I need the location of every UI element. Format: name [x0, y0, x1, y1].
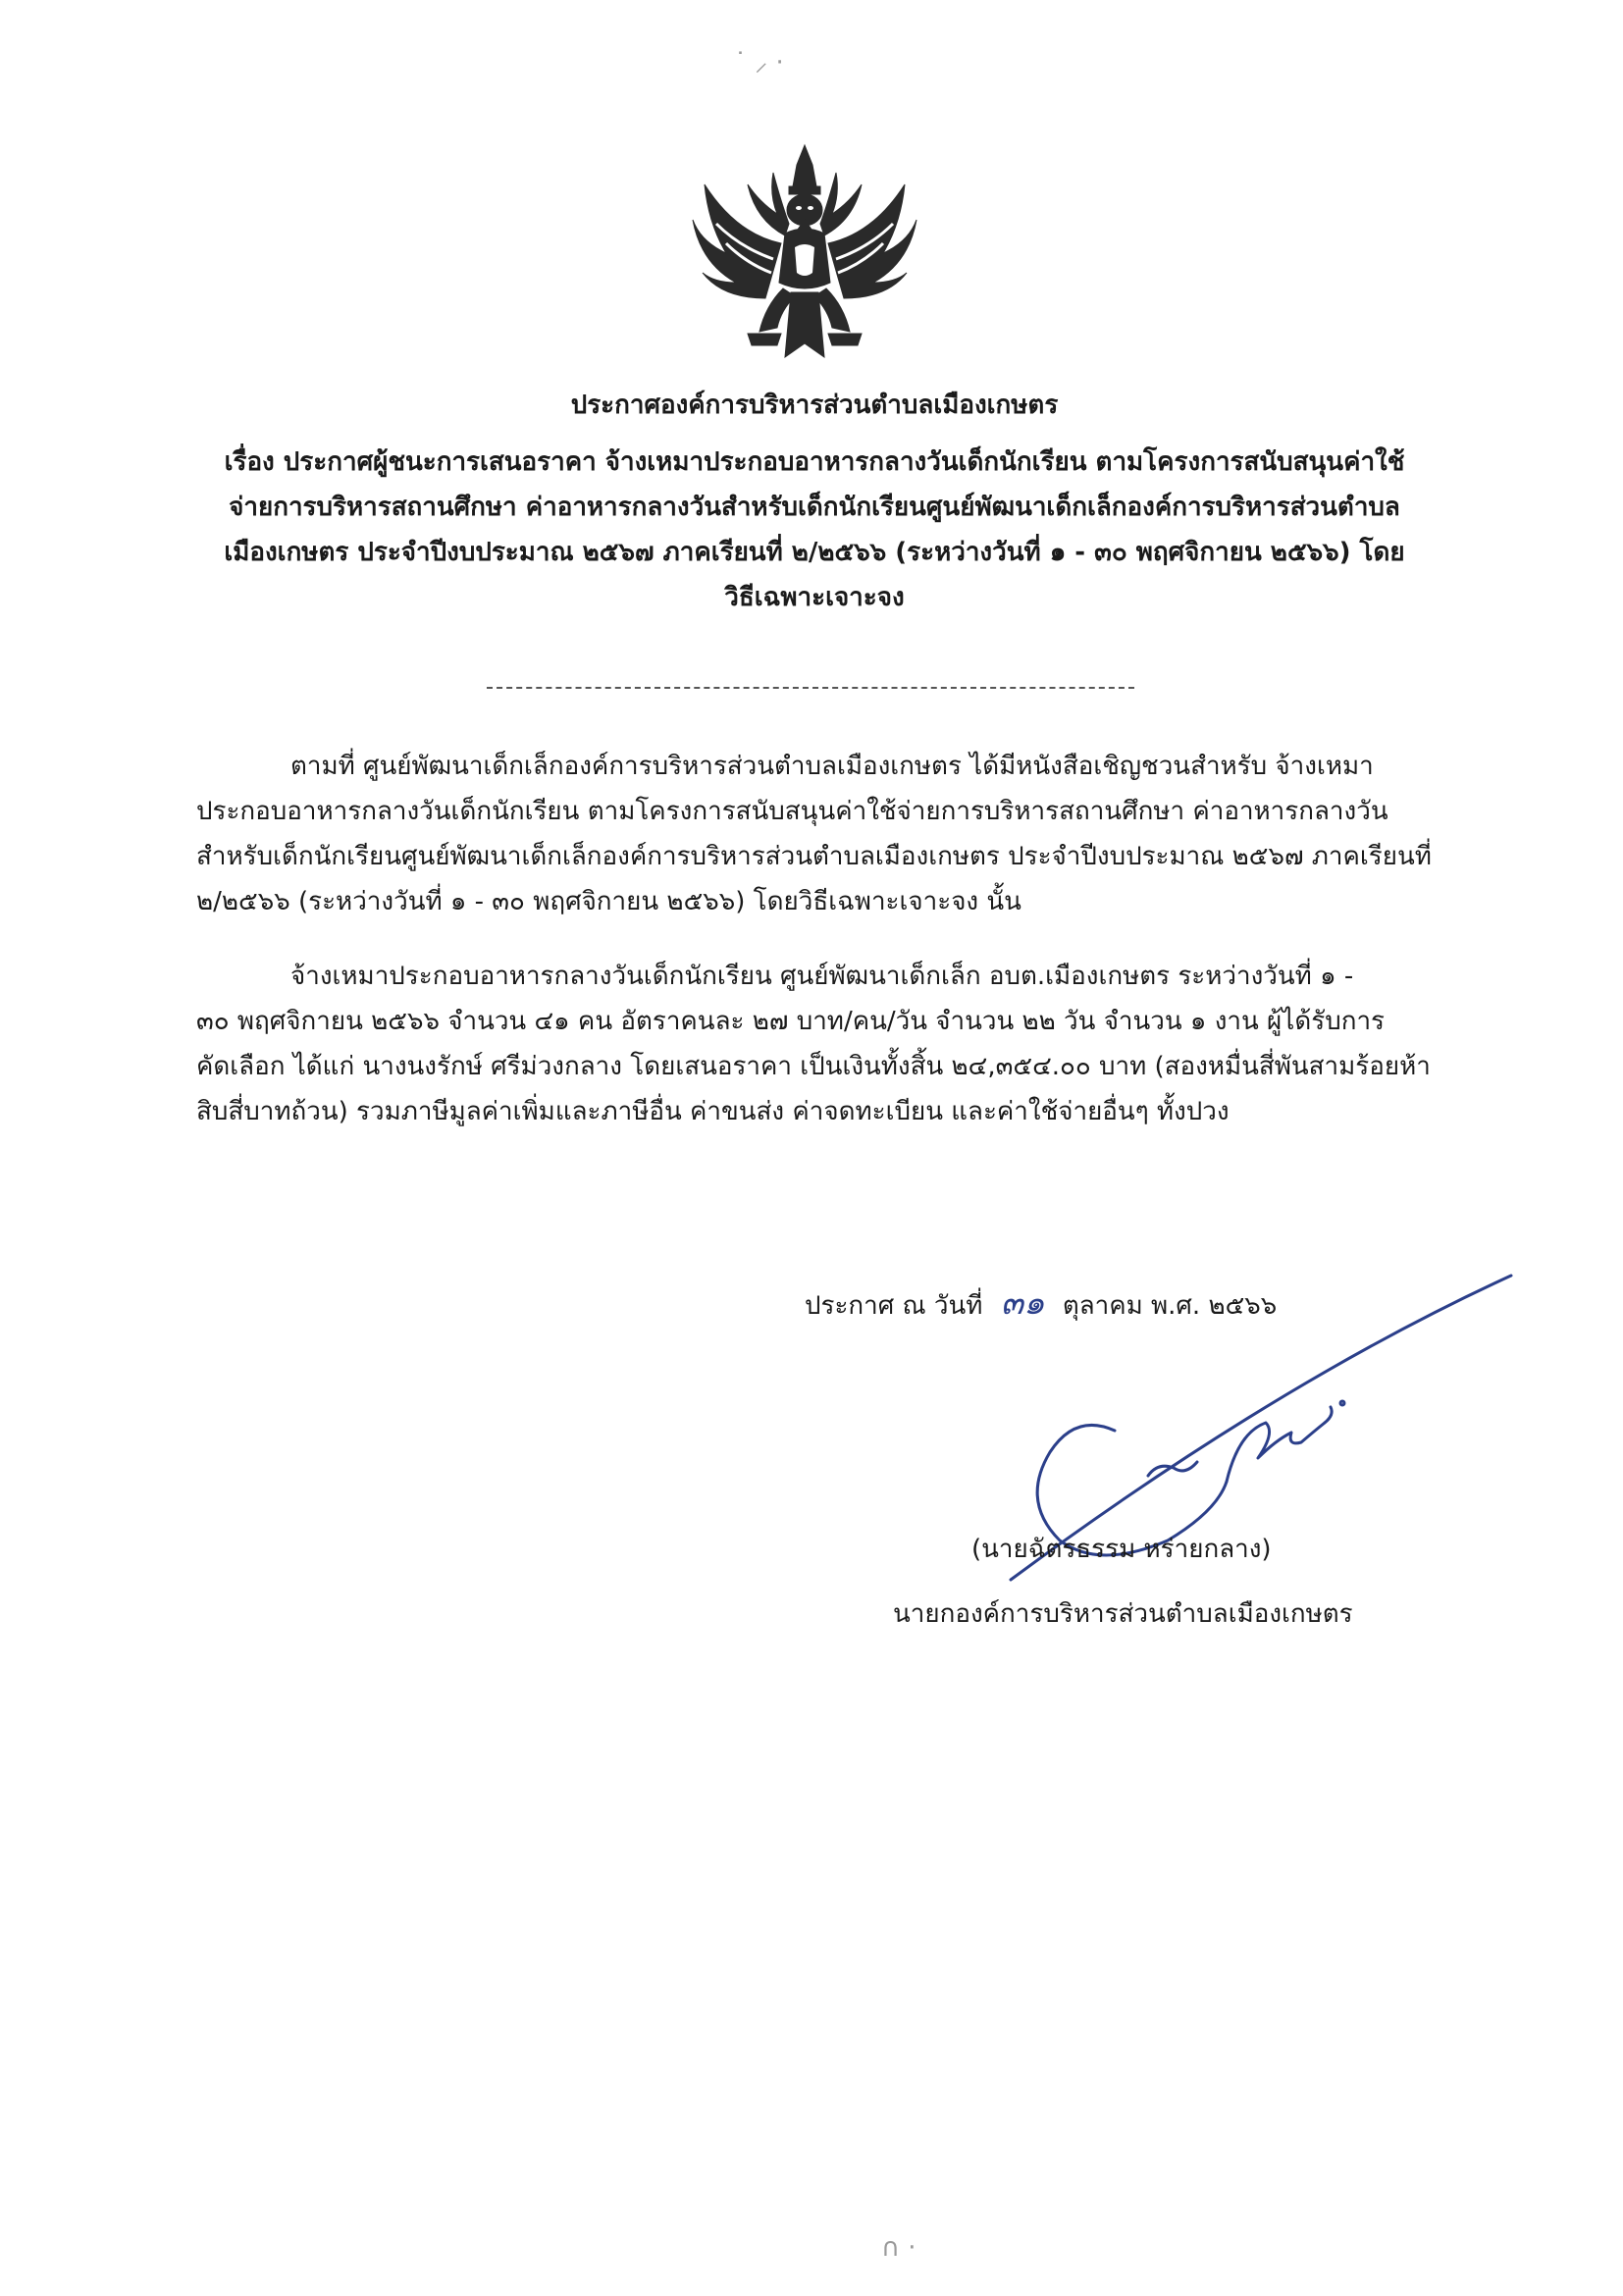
paragraph-line: จ้างเหมาประกอบอาหารกลางวันเด็กนักเรียน ศูนย์พัฒนาเด็กเล็ก อบต.เมืองเกษตร ระหว่างวันที่ ๑ -: [290, 962, 1354, 991]
signer-name: (นายฉัตรธรรม หร่ายกลาง): [971, 1535, 1272, 1564]
paragraph-line: คัดเลือก ได้แก่ นางนงรักษ์ ศรีม่วงกลาง โดยเสนอราคา เป็นเงินทั้งสิ้น ๒๔,๓๕๔.๐๐ บาท (สองหมื่นสี่พันสามร้อยห้า: [196, 1052, 1431, 1081]
paragraph-background: [196, 744, 1432, 924]
subject-line-4: วิธีเฉพาะเจาะจง: [724, 583, 905, 612]
date-prefix: ประกาศ ณ วันที่: [805, 1291, 983, 1321]
subject-line-1: เรื่อง ประกาศผู้ชนะการเสนอราคา จ้างเหมาประกอบอาหารกลางวันเด็กนักเรียน ตามโครงการสนับสนุนค่าใช้: [224, 447, 1405, 477]
paragraph-award: [196, 954, 1431, 1134]
dashed-divider: [487, 687, 1134, 689]
paragraph-line: สำหรับเด็กนักเรียนศูนย์พัฒนาเด็กเล็กองค์การบริหารส่วนตำบลเมืองเกษตร ประจำปีงบประมาณ ๒๕๖๗ ภาคเรียนที่: [196, 842, 1432, 871]
paragraph-line: สิบสี่บาทถ้วน) รวมภาษีมูลค่าเพิ่มและภาษีอื่น ค่าขนส่ง ค่าจดทะเบียน และค่าใช้จ่ายอื่นๆ ทั้งปวง: [196, 1097, 1230, 1126]
paragraph-line: ตามที่ ศูนย์พัฒนาเด็กเล็กองค์การบริหารส่วนตำบลเมืองเกษตร ได้มีหนังสือเชิญชวนสำหรับ จ้างเหมา: [290, 752, 1374, 781]
paragraph-line: ๒/๒๕๖๖ (ระหว่างวันที่ ๑ - ๓๐ พฤศจิกายน ๒๕๖๖) โดยวิธีเฉพาะเจาะจง นั้น: [196, 887, 1021, 916]
date-suffix: ตุลาคม พ.ศ. ๒๕๖๖: [1062, 1291, 1278, 1321]
scan-mark-top: ˙ ⸝ ·: [734, 48, 784, 78]
scan-mark-bottom: ∩ ·: [881, 2233, 916, 2263]
subject-line-3: เมืองเกษตร ประจำปีงบประมาณ ๒๕๖๗ ภาคเรียนที่ ๒/๒๕๖๖ (ระหว่างวันที่ ๑ - ๓๐ พฤศจิกายน ๒๕๖๖) โดย: [224, 538, 1405, 567]
signer-position: นายกองค์การบริหารส่วนตำบลเมืองเกษตร: [893, 1599, 1353, 1629]
paragraph-line: ๓๐ พฤศจิกายน ๒๕๖๖ จำนวน ๔๑ คน อัตราคนละ ๒๗ บาท/คน/วัน จำนวน ๒๒ วัน จำนวน ๑ งาน ผู้ได้รับการ: [196, 1007, 1386, 1036]
paragraph-line: ประกอบอาหารกลางวันเด็กนักเรียน ตามโครงการสนับสนุนค่าใช้จ่ายการบริหารสถานศึกษา ค่าอาหารกลางวัน: [196, 797, 1388, 826]
subject-heading: [157, 440, 1472, 620]
date-day-handwritten: ๓๑: [1000, 1283, 1045, 1323]
garuda-emblem-icon: [687, 126, 922, 371]
subject-line-2: จ่ายการบริหารสถานศึกษา ค่าอาหารกลางวันสำหรับเด็กนักเรียนศูนย์พัฒนาเด็กเล็กองค์การบริหารส่วนตำบล: [229, 493, 1400, 522]
announcement-title: ประกาศองค์การบริหารส่วนตำบลเมืองเกษตร: [570, 391, 1059, 420]
